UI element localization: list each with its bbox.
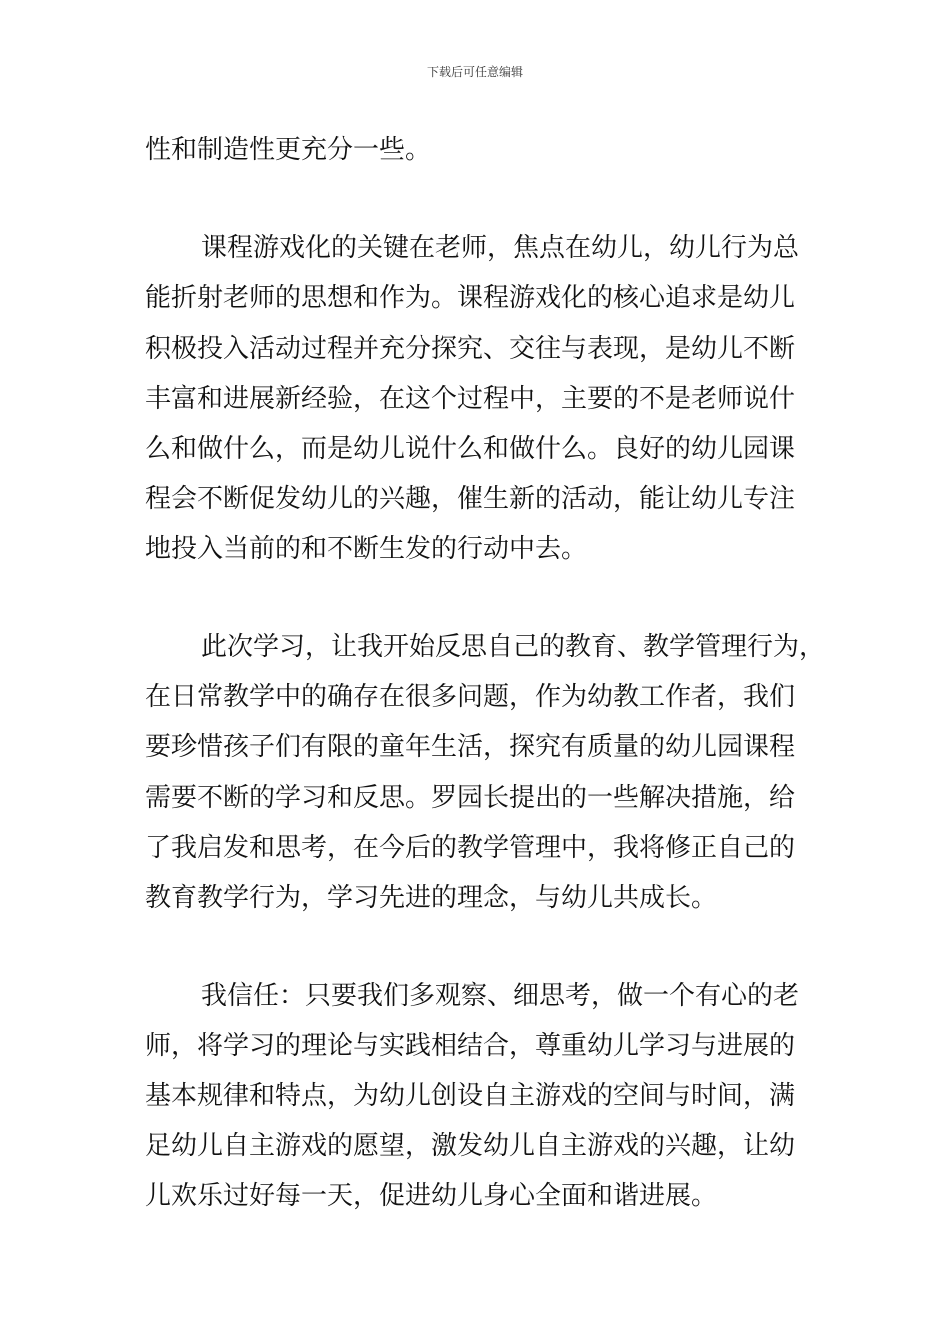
paragraph-line: 地投入当前的和不断生发的行动中去。 bbox=[145, 534, 588, 564]
paragraph-line: 足幼儿自主游戏的愿望，激发幼儿自主游戏的兴趣，让幼 bbox=[145, 1131, 796, 1161]
paragraph-line: 要珍惜孩子们有限的童年生活，探究有质量的幼儿园课程 bbox=[145, 732, 796, 762]
paragraph-line: 儿欢乐过好每一天，促进幼儿身心全面和谐进展。 bbox=[145, 1181, 718, 1211]
paragraph-line: 能折射老师的思想和作为。课程游戏化的核心追求是幼儿 bbox=[145, 283, 796, 313]
paragraph-line: 此次学习，让我开始反思自己的教育、教学管理行为， bbox=[201, 632, 826, 662]
paragraph-line: 么和做什么，而是幼儿说什么和做什么。良好的幼儿园课 bbox=[145, 434, 796, 464]
paragraph-line: 在日常教学中的确存在很多问题，作为幼教工作者，我们 bbox=[145, 682, 796, 712]
page-header: 下载后可任意编辑 bbox=[426, 65, 523, 79]
paragraph-line: 了我启发和思考，在今后的教学管理中，我将修正自己的 bbox=[145, 833, 796, 863]
paragraph-line: 课程游戏化的关键在老师，焦点在幼儿，幼儿行为总 bbox=[201, 233, 800, 263]
paragraph-line: 性和制造性更充分一些。 bbox=[145, 135, 432, 165]
paragraph-line: 教育教学行为，学习先进的理念，与幼儿共成长。 bbox=[145, 883, 718, 913]
paragraph-line: 师，将学习的理论与实践相结合，尊重幼儿学习与进展的 bbox=[145, 1031, 796, 1061]
paragraph-line: 需要不断的学习和反思。罗园长提出的一些解决措施，给 bbox=[145, 783, 796, 813]
paragraph-line: 程会不断促发幼儿的兴趣，催生新的活动，能让幼儿专注 bbox=[145, 484, 796, 514]
paragraph-line: 我信任：只要我们多观察、细思考，做一个有心的老 bbox=[201, 981, 800, 1011]
paragraph-line: 基本规律和特点，为幼儿创设自主游戏的空间与时间，满 bbox=[145, 1081, 796, 1111]
paragraph-line: 丰富和进展新经验，在这个过程中，主要的不是老师说什 bbox=[145, 384, 796, 414]
paragraph-line: 积极投入活动过程并充分探究、交往与表现，是幼儿不断 bbox=[145, 334, 796, 364]
